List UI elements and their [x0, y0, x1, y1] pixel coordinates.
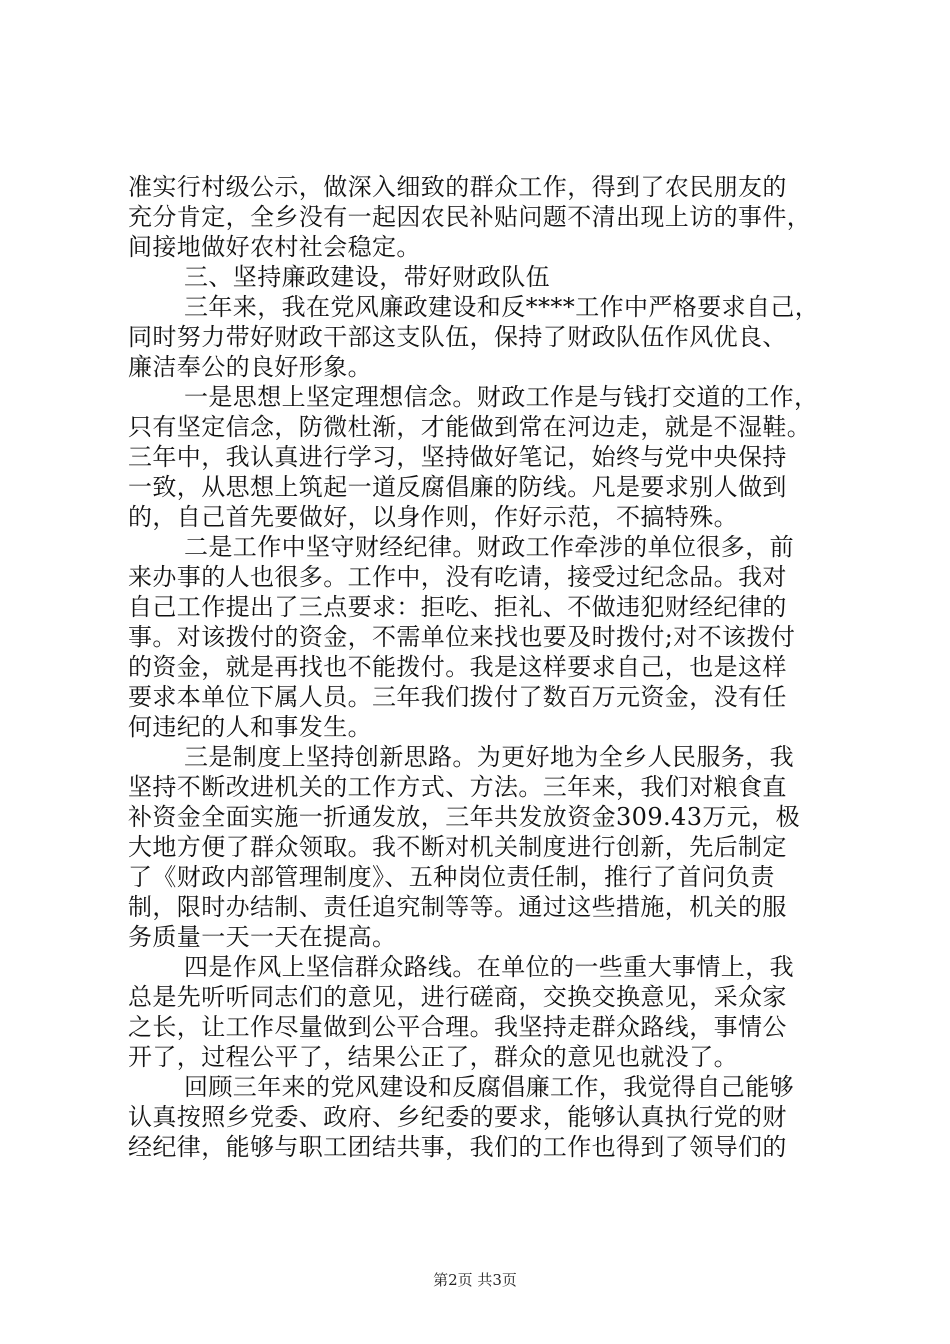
paragraph-line: 总是先听听同志们的意见，进行磋商，交换交换意见，采众家 [128, 983, 787, 1011]
paragraph-first-line: 回顾三年来的党风建设和反腐倡廉工作，我觉得自己能够 [184, 1073, 794, 1101]
paragraph-first-line: 三、坚持廉政建设，带好财政队伍 [184, 263, 550, 291]
paragraph-line: 来办事的人也很多。工作中，没有吃请，接受过纪念品。我对 [128, 563, 787, 591]
paragraph-line: 制，限时办结制、责任追究制等等。通过这些措施，机关的服 [128, 893, 787, 921]
paragraph-line: 何违纪的人和事发生。 [128, 713, 372, 741]
paragraph-line: 三年中，我认真进行学习，坚持做好笔记，始终与党中央保持 [128, 443, 787, 471]
paragraph-line: 廉洁奉公的良好形象。 [128, 353, 372, 381]
paragraph-line: 务质量一天一天在提高。 [128, 923, 397, 951]
document-body [128, 172, 828, 1162]
paragraph-line: 一致，从思想上筑起一道反腐倡廉的防线。凡是要求别人做到 [128, 473, 787, 501]
paragraph-line: 的资金，就是再找也不能拨付。我是这样要求自己，也是这样 [128, 653, 787, 681]
paragraph-line: 补资金全面实施一折通发放，三年共发放资金309.43万元，极 [128, 803, 800, 831]
paragraph-first-line: 三是制度上坚持创新思路。为更好地为全乡人民服务，我 [184, 743, 794, 771]
paragraph-line: 了《财政内部管理制度》、五种岗位责任制，推行了首问负责 [128, 863, 775, 891]
paragraph-line: 间接地做好农村社会稳定。 [128, 233, 421, 261]
paragraph-first-line: 一是思想上坚定理想信念。财政工作是与钱打交道的工作， [184, 383, 819, 411]
paragraph-line: 开了，过程公平了，结果公正了，群众的意见也就没了。 [128, 1043, 738, 1071]
paragraph-line: 认真按照乡党委、政府、乡纪委的要求，能够认真执行党的财 [128, 1103, 787, 1131]
paragraph-line: 要求本单位下属人员。三年我们拨付了数百万元资金，没有任 [128, 683, 787, 711]
paragraph-first-line: 四是作风上坚信群众路线。在单位的一些重大事情上，我 [184, 953, 794, 981]
paragraph-line: 之长，让工作尽量做到公平合理。我坚持走群众路线，事情公 [128, 1013, 787, 1041]
paragraph-first-line: 三年来，我在党风廉政建设和反****工作中严格要求自己， [184, 293, 820, 321]
paragraph-line: 自己工作提出了三点要求：拒吃、拒礼、不做违犯财经纪律的 [128, 593, 787, 621]
paragraph-line: 事。对该拨付的资金，不需单位来找也要及时拨付;对不该拨付 [128, 623, 796, 651]
paragraph-line: 经纪律，能够与职工团结共事，我们的工作也得到了领导们的 [128, 1133, 787, 1161]
paragraph-line: 充分肯定，全乡没有一起因农民补贴问题不清出现上访的事件， [128, 203, 812, 231]
page-footer: 第2页 共3页 [433, 1271, 517, 1289]
paragraph-first-line: 二是工作中坚守财经纪律。财政工作牵涉的单位很多，前 [184, 533, 794, 561]
paragraph-first-line: 准实行村级公示，做深入细致的群众工作，得到了农民朋友的 [128, 173, 787, 201]
paragraph-line: 坚持不断改进机关的工作方式、方法。三年来，我们对粮食直 [128, 773, 787, 801]
paragraph-line: 同时努力带好财政干部这支队伍，保持了财政队伍作风优良、 [128, 323, 787, 351]
paragraph-line: 只有坚定信念，防微杜渐，才能做到常在河边走，就是不湿鞋。 [128, 413, 812, 441]
paragraph-line: 大地方便了群众领取。我不断对机关制度进行创新，先后制定 [128, 833, 787, 861]
paragraph-line: 的，自己首先要做好，以身作则，作好示范，不搞特殊。 [128, 503, 738, 531]
